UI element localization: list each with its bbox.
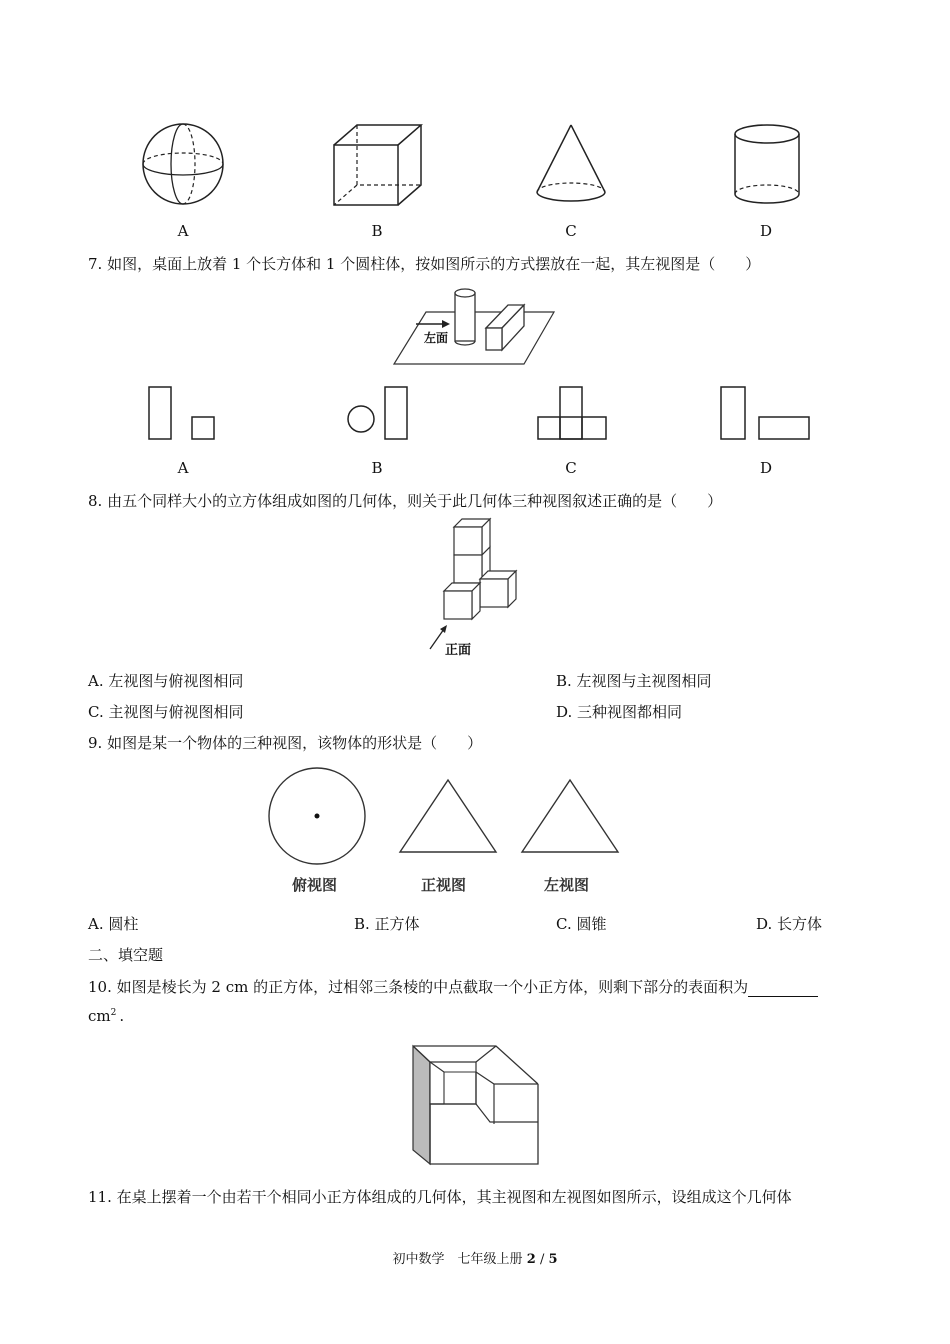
q10-cut-cube-figure bbox=[410, 1042, 542, 1168]
q9-option-a: A. 圆柱 bbox=[88, 915, 139, 933]
q7-option-label-d: D bbox=[759, 459, 773, 477]
q10-question-body: 10. 如图是棱长为 2 cm 的正方体，过相邻三条棱的中点截取一个小正方体，则剩下部分的表面积为 bbox=[88, 978, 749, 996]
q6-option-label-c: C bbox=[565, 222, 577, 240]
q10-question-text bbox=[88, 976, 818, 997]
q9-caption-left-view: 左视图 bbox=[544, 876, 590, 894]
q7-option-b-view bbox=[346, 386, 410, 442]
q6-option-label-d: D bbox=[759, 222, 773, 240]
q7-option-c-view bbox=[537, 386, 609, 442]
q7-option-label-a: A bbox=[177, 459, 189, 477]
q8-figure-label-front: 正面 bbox=[445, 643, 472, 658]
q10-end: . bbox=[119, 1007, 125, 1025]
footer-sep: / bbox=[539, 1252, 545, 1267]
q7-option-label-c: C bbox=[565, 459, 577, 477]
q8-option-b: B. 左视图与主视图相同 bbox=[556, 672, 712, 690]
q8-question-text: 8. 由五个同样大小的立方体组成如图的几何体，则关于此几何体三种视图叙述正确的是（ ） bbox=[88, 492, 723, 510]
q9-top-view bbox=[266, 766, 370, 870]
q7-option-label-b: B bbox=[371, 459, 383, 477]
footer-subject: 初中数学 bbox=[392, 1252, 445, 1267]
q11-question-text: 11. 在桌上摆着一个由若干个相同小正方体组成的几何体，其主视图和左视图如图所示，设组成这个几何体 bbox=[88, 1188, 792, 1206]
section-title-fill-in: 二、填空题 bbox=[88, 946, 164, 964]
q9-caption-top-view: 俯视图 bbox=[292, 876, 338, 894]
q7-option-a-view bbox=[148, 386, 218, 442]
q7-question-text: 7. 如图，桌面上放着 1 个长方体和 1 个圆柱体，按如图所示的方式摆放在一起，其左视图是（ ） bbox=[88, 255, 761, 273]
q7-figure-label-left: 左面 bbox=[424, 331, 449, 345]
q6-option-label-b: B bbox=[371, 222, 383, 240]
page-footer bbox=[0, 1248, 950, 1267]
q9-option-c: C. 圆锥 bbox=[556, 915, 607, 933]
q9-question-text: 9. 如图是某一个物体的三种视图，该物体的形状是（ ） bbox=[88, 734, 483, 752]
q9-option-b: B. 正方体 bbox=[354, 915, 420, 933]
q9-front-view bbox=[398, 778, 500, 856]
q9-left-view bbox=[520, 778, 622, 856]
q10-unit-line bbox=[88, 1007, 124, 1025]
cube-icon bbox=[333, 124, 425, 208]
footer-grade: 七年级上册 bbox=[457, 1252, 523, 1267]
q8-option-c: C. 主视图与俯视图相同 bbox=[88, 703, 244, 721]
cylinder-icon bbox=[734, 124, 802, 206]
footer-page: 2 bbox=[526, 1252, 536, 1267]
q9-caption-front-view: 正视图 bbox=[421, 876, 467, 894]
q8-cubes-figure bbox=[424, 517, 524, 641]
sphere-icon bbox=[140, 122, 230, 208]
q8-option-d: D. 三种视图都相同 bbox=[556, 703, 683, 721]
q6-option-label-a: A bbox=[177, 222, 189, 240]
footer-total: 5 bbox=[548, 1252, 558, 1267]
q10-unit: cm bbox=[88, 1007, 111, 1025]
q7-option-d-view bbox=[720, 386, 814, 442]
cone-icon bbox=[535, 124, 607, 204]
q10-unit-sup: 2 bbox=[110, 1008, 117, 1018]
q10-answer-blank[interactable] bbox=[748, 982, 818, 997]
q8-option-a: A. 左视图与俯视图相同 bbox=[88, 672, 244, 690]
q9-option-d: D. 长方体 bbox=[756, 915, 823, 933]
q7-table-figure bbox=[392, 284, 558, 368]
